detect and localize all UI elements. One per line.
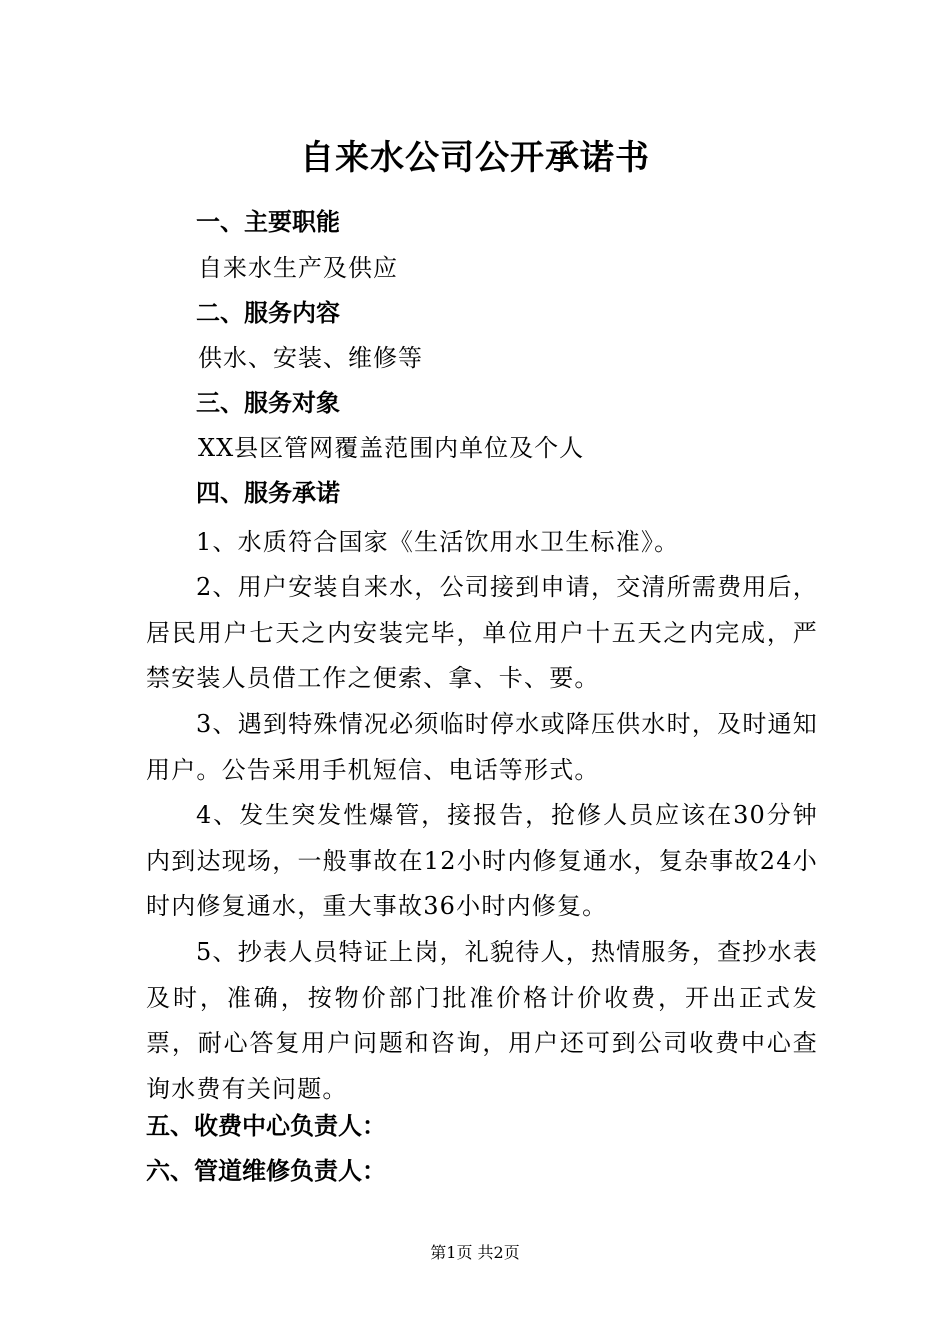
- contact-heading-pipe-maintenance: 六、管道维修负责人：: [146, 1156, 386, 1185]
- commitment-paragraph-1: 1、水质符合国家《生活饮用水卫生标准》。: [196, 528, 680, 556]
- commitment-paragraph-5: 5、抄表人员特证上岗，礼貌待人，热情服务，查抄水表及时，准确，按物价部门批准价格计价收费，开出正式发票，耐心答复用户问题和咨询，用户还可到公司收费中心查询水费有关问题。: [146, 938, 818, 1103]
- section-heading-service-targets: 三、服务对象: [196, 388, 340, 417]
- section-heading-service-commitments: 四、服务承诺: [196, 478, 340, 507]
- section-content-service-content: 供水、安装、维修等: [198, 344, 423, 372]
- section-heading-service-content: 二、服务内容: [196, 298, 340, 327]
- page-number-footer: 第1页 共2页: [430, 1243, 520, 1262]
- commitment-paragraph-3: 3、遇到特殊情况必须临时停水或降压供水时，及时通知用户。公告采用手机短信、电话等形式。: [146, 710, 818, 784]
- document-title: 自来水公司公开承诺书: [300, 138, 650, 178]
- section-heading-main-functions: 一、主要职能: [196, 207, 340, 236]
- commitment-paragraph-4: 4、发生突发性爆管，接报告，抢修人员应该在30分钟内到达现场，一般事故在12小时内修复通水，复杂事故24小时内修复通水，重大事故36小时内修复。: [146, 801, 818, 921]
- commitment-paragraph-2: 2、用户安装自来水，公司接到申请，交清所需费用后，居民用户七天之内安装完毕，单位用户十五天之内完成，严禁安装人员借工作之便索、拿、卡、要。: [146, 573, 818, 693]
- section-content-main-functions: 自来水生产及供应: [198, 254, 398, 282]
- contact-heading-billing-center: 五、收费中心负责人：: [146, 1111, 386, 1140]
- section-content-service-targets: XX县区管网覆盖范围内单位及个人: [198, 434, 585, 462]
